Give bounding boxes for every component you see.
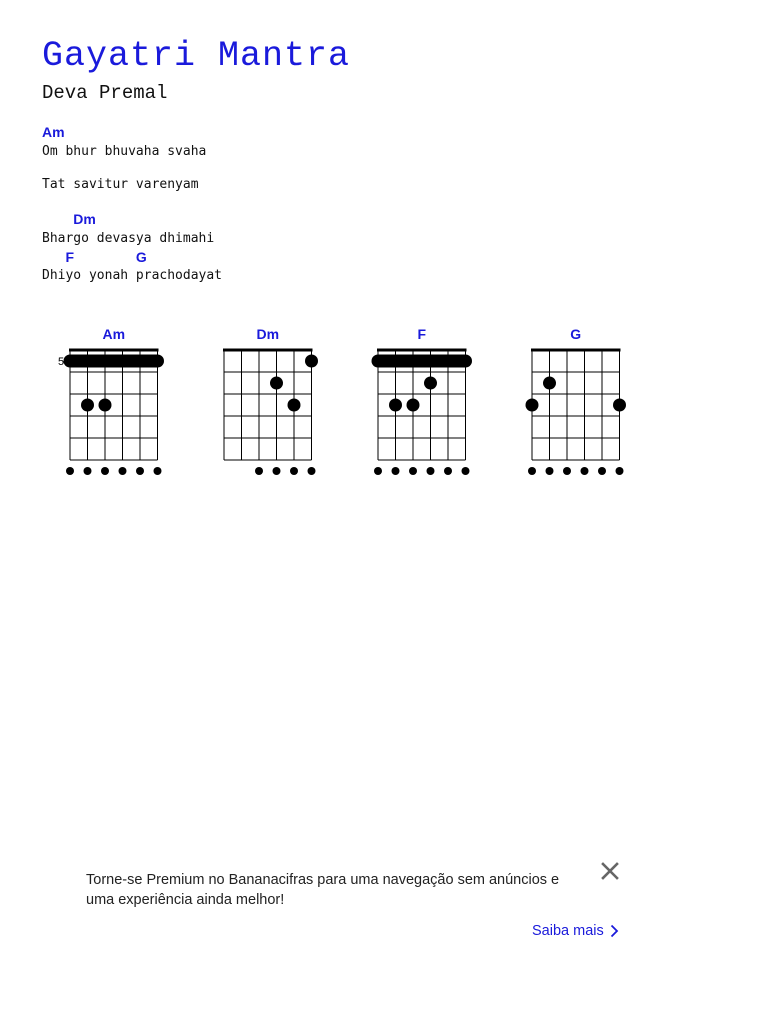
string-marker (563, 467, 571, 475)
saiba-mais-label: Saiba mais (532, 923, 604, 939)
finger-dot (407, 399, 420, 412)
song-title: Gayatri Mantra (42, 36, 351, 76)
chord-line (42, 211, 342, 229)
string-marker (427, 467, 435, 475)
lyric-line: Om bhur bhuvaha svaha (42, 144, 207, 159)
string-marker (598, 467, 606, 475)
string-marker (154, 467, 162, 475)
string-marker (119, 467, 127, 475)
premium-banner (0, 850, 768, 960)
string-marker (546, 467, 554, 475)
finger-dot (389, 399, 402, 412)
finger-dot (305, 355, 318, 368)
fretboard (516, 326, 636, 476)
string-marker (528, 467, 536, 475)
chord-line (42, 249, 342, 267)
string-marker (392, 467, 400, 475)
string-marker (84, 467, 92, 475)
chevron-right-icon (610, 924, 619, 938)
chord-f[interactable]: F (65, 249, 75, 265)
finger-dot (526, 399, 539, 412)
string-marker (255, 467, 263, 475)
finger-dot (543, 377, 556, 390)
chord-diagram-am[interactable] (54, 326, 174, 476)
fret-number: 5 (58, 356, 65, 368)
fretboard (54, 326, 174, 476)
lyric-line: Tat savitur varenyam (42, 177, 199, 192)
chord-diagram-name: G (570, 326, 582, 342)
chord-dm[interactable]: Dm (73, 211, 96, 227)
string-marker (616, 467, 624, 475)
string-marker (444, 467, 452, 475)
chord-diagram-f[interactable] (362, 326, 482, 476)
saiba-mais-link[interactable] (532, 923, 619, 939)
finger-dot (288, 399, 301, 412)
string-marker (273, 467, 281, 475)
finger-dot (81, 399, 94, 412)
string-marker (136, 467, 144, 475)
chord-am[interactable]: Am (42, 124, 65, 140)
close-icon[interactable] (598, 859, 622, 883)
chord-diagram-g[interactable] (516, 326, 636, 476)
chord-diagram-name: Am (102, 326, 126, 342)
string-marker (374, 467, 382, 475)
chord-line (42, 124, 342, 142)
string-marker (308, 467, 316, 475)
string-marker (101, 467, 109, 475)
finger-dot (613, 399, 626, 412)
chord-diagram-name: F (417, 326, 427, 342)
lyric-line: Bhargo devasya dhimahi (42, 231, 215, 246)
chord-diagram-name: Dm (256, 326, 280, 342)
finger-dot (270, 377, 283, 390)
premium-banner-text: Torne-se Premium no Bananacifras para uma navegação sem anúncios e uma experiência ainda melhor! (86, 872, 560, 908)
lyric-line: Dhiyo yonah prachodayat (42, 268, 223, 283)
string-marker (409, 467, 417, 475)
string-marker (462, 467, 470, 475)
string-marker (290, 467, 298, 475)
string-marker (66, 467, 74, 475)
finger-dot (424, 377, 437, 390)
song-artist[interactable]: Deva Premal (42, 82, 168, 104)
chord-g[interactable]: G (135, 249, 147, 265)
fretboard (362, 326, 482, 476)
string-marker (581, 467, 589, 475)
finger-dot (99, 399, 112, 412)
chord-diagram-dm[interactable] (208, 326, 328, 476)
fretboard (208, 326, 328, 476)
